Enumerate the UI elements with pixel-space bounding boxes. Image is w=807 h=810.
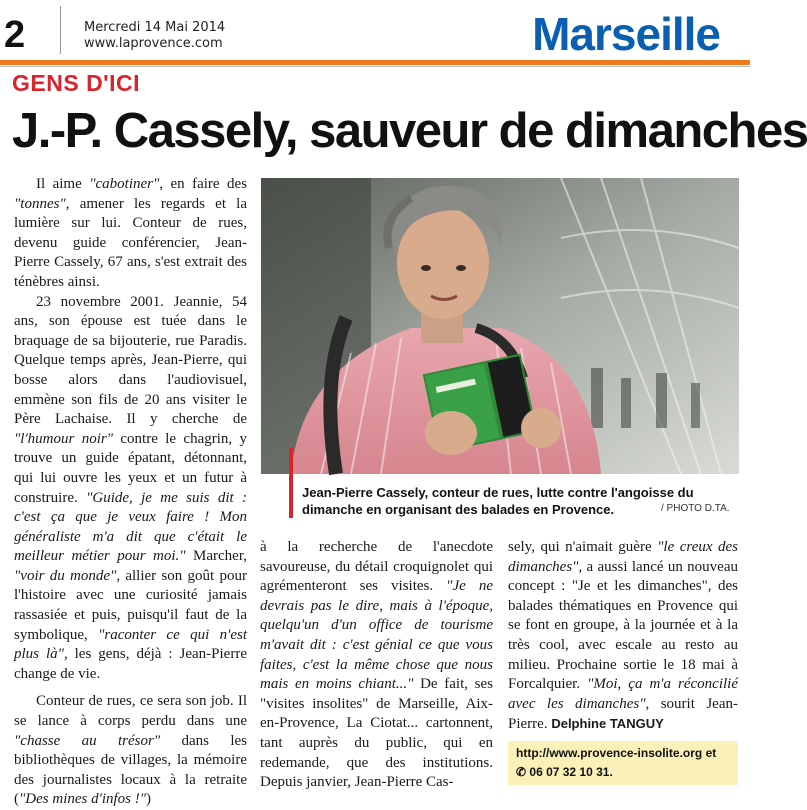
page-number: 2 (4, 14, 26, 56)
issue-date: Mercredi 14 Mai 2014 (84, 20, 226, 35)
section-label: GENS D'ICI (12, 70, 141, 96)
info-box (508, 741, 738, 785)
article-column-1 (14, 175, 247, 808)
paragraph-1: Il aime "cabotiner", en faire des "tonnes", amener les regards et la lumière sur lui. Conteur de rues, devenu guide conférencier, Jean-Pierre Cassely, 67 ans, s'est extrait des ténèbres ainsi. (14, 176, 247, 290)
headline: J.-P. Cassely, sauveur de dimanches (12, 104, 807, 158)
paragraph-2: 23 novembre 2001. Jeannie, 54 ans, son épouse est tuée dans le braquage de sa bijouterie, rue Paradis. Quelque temps après, Jean-Pierre, qui bosse alors dans l'audiovisuel, emmène son fils de 20 ans visiter le Père Lachaise. Il y cherche de "l'humour noir" contre le chagrin, y trouve un guide épatant, détonnant, qui lui ouvre les yeux et un futur à construire. "Guide, je me suis dit : c'est ça que je veux faire ! Mon généraliste m'a dit que c'était le meilleur métier pour moi." Marcher, "voir du monde", allier son goût pour l'histoire avec une curiosité jamais rassasiée et puis, puisqu'il faut de la symbolique, "raconter ce qui n'est plus là", les gens, déjà : Jean-Pierre change de vie. (14, 293, 247, 682)
photo-caption: Jean-Pierre Cassely, conteur de rues, lutte contre l'angoisse du dimanche en organisant des balades en Provence. (302, 485, 694, 517)
caption-accent-bar (289, 448, 293, 518)
paragraph-4: à la recherche de l'anecdote savoureuse, du détail croquignolet qui agrémenteront ses visites. "Je ne devrais pas le dire, mais à l'époque, quelqu'un d'un office de tourisme m'avait dit : c'est génial ce que vous faites, c'est la même chose que nous mais en moins chiant..." De fait, ses "visites insolites" de Marseille, Aix-en-Provence, La Ciotat... cartonnent, tant auprès du public, qui en redemande, que des institutions. Depuis janvier, Jean-Pierre Cas- (260, 539, 493, 791)
header-orange-rule (0, 60, 750, 65)
paragraph-5: sely, qui n'aimait guère "le creux des dimanches", a aussi lancé un nouveau concept : "Je et les dimanches", des balades thématiques en Provence qui se font en groupe, à la journée et à la très cool, avec escale au resto au milieu. Prochaine sortie le 18 mai à Forcalquier. "Moi, ça m'a réconcilié avec les dimanches", sourit Jean-Pierre. Delphine TANGUY (508, 539, 739, 733)
paragraph-3: Conteur de rues, ce sera son job. Il se lance à corps perdu dans une "chasse au trésor" dans les bibliothèques de villages, la mémoire des journalistes locaux à la retraite ("Des mines d'infos !") (14, 693, 247, 808)
article-column-2 (260, 538, 493, 791)
article-column-3 (508, 538, 738, 736)
city-section-title: Marseille (532, 8, 720, 60)
header-divider (60, 6, 61, 54)
portrait-photo-illustration (261, 178, 739, 474)
info-phone: ✆ 06 07 32 10 31. (516, 765, 613, 779)
author-signature: Delphine TANGUY (551, 716, 664, 732)
header-gray-rule (0, 66, 750, 67)
photo-credit: / PHOTO D.TA. (661, 503, 730, 514)
website-link[interactable]: www.laprovence.com (84, 36, 223, 51)
info-url[interactable]: http://www.provence-insolite.org et (516, 746, 717, 760)
photo (261, 178, 739, 474)
